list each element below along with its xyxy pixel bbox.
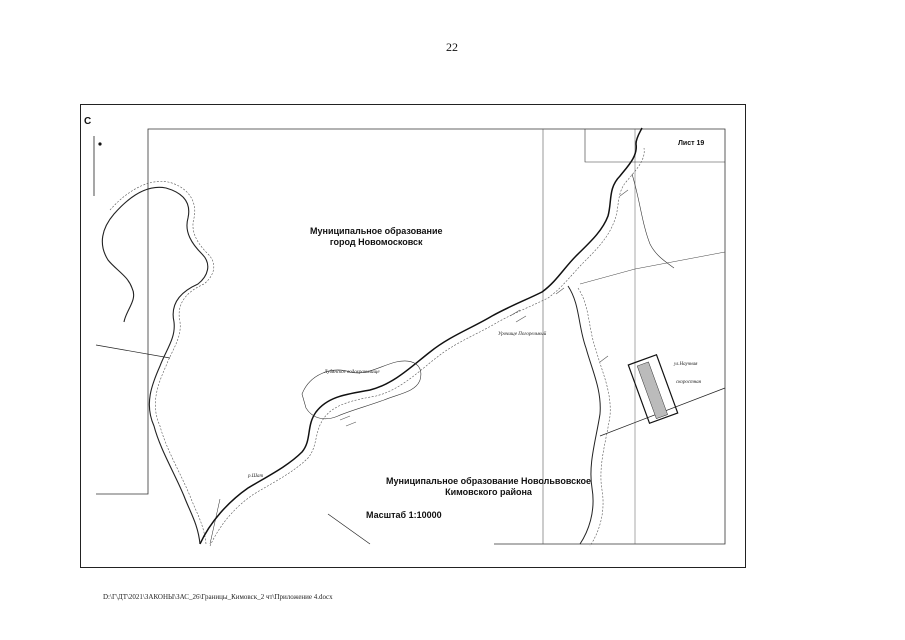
north-label: С xyxy=(84,116,92,127)
map-border xyxy=(81,105,746,568)
region-south-line1: Муниципальное образование Новольвовское xyxy=(386,476,592,486)
settlement-hatch xyxy=(637,362,667,419)
river-label: р.Шат xyxy=(248,474,264,479)
north-dot xyxy=(98,142,101,145)
sheet-label: Лист 19 xyxy=(678,140,705,147)
region-south-label xyxy=(386,476,591,498)
boundary-line-3 xyxy=(328,514,370,544)
scale-label: Масштаб 1:10000 xyxy=(366,510,442,520)
river-branch xyxy=(568,286,600,544)
main-river xyxy=(102,187,207,544)
ravine-label-2: Урочище Погорельный xyxy=(498,332,547,337)
footer-file-path: D:\Г\ДТ\2021\ЗАКОНЫ\ЗАС_26\Границы_Кимовск_2 чт\Приложение 4.docx xyxy=(103,593,333,601)
boundary-line-1 xyxy=(96,345,170,358)
region-north-line1: Муниципальное образование xyxy=(310,226,443,236)
field-boundary xyxy=(580,252,725,284)
ravine-label-1: Лубянское водохранилище xyxy=(324,370,380,375)
region-north-line2: город Новомосковск xyxy=(329,237,423,247)
boundary-line-4 xyxy=(210,499,220,544)
map-drawing xyxy=(80,104,746,568)
region-north-label xyxy=(310,226,442,248)
page-number: 22 xyxy=(446,40,458,54)
river-branch-bank xyxy=(578,288,610,546)
region-south-line2: Кимовского района xyxy=(445,487,532,497)
map-frame xyxy=(80,104,746,568)
street-label-1: ул.Научная xyxy=(674,362,698,367)
tributary-top xyxy=(632,174,674,268)
street-label-2: скоростная xyxy=(676,380,702,385)
